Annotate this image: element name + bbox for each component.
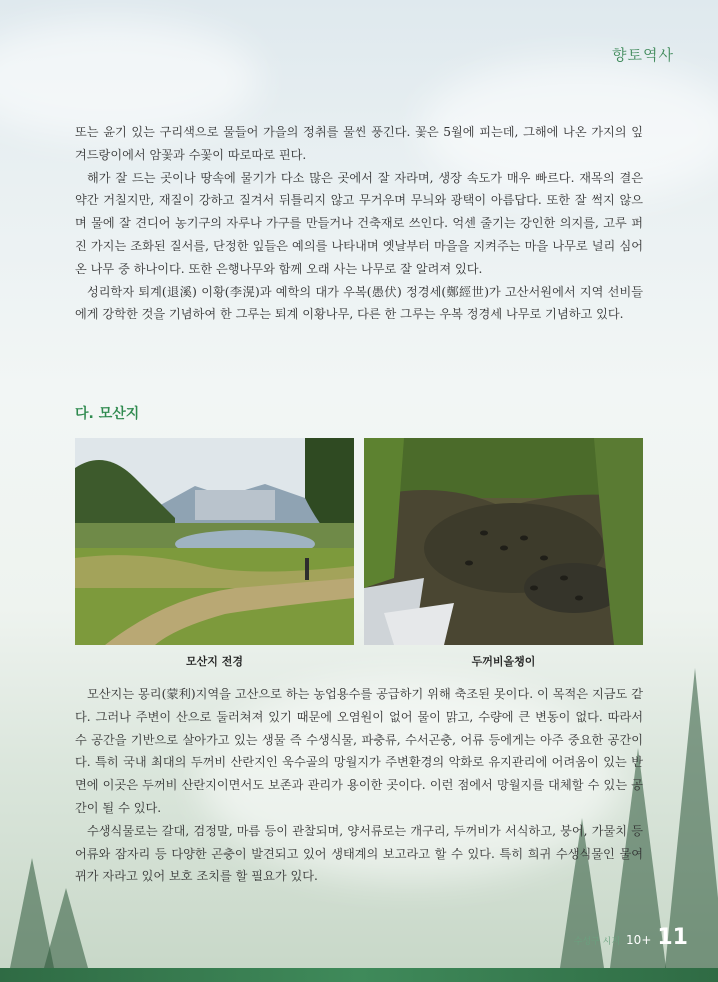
footer-sub: 10+ bbox=[626, 933, 652, 947]
photo-caption: 두꺼비올챙이 bbox=[471, 655, 536, 668]
paragraph: 수생식물로는 갈대, 검정말, 마름 등이 관찰되며, 양서류로는 개구리, 두꺼비가 서식하고, 붕어, 가물치 등 어류와 잠자리 등 다양한 곤충이 발견되고 있어 생태계의 보고라고 할 수 있다. 특히 희귀 수생식물인 물여뀌가 자라고 있어 보호 조치를 할 필요가 있다. bbox=[75, 823, 643, 884]
tree-silhouette bbox=[44, 888, 88, 968]
pond-landscape-photo bbox=[75, 438, 354, 645]
paragraph: 해가 잘 드는 곳이나 땅속에 물기가 다소 많은 곳에서 잘 자라며, 생장 속도가 매우 빠르다. 재목의 결은 약간 거칠지만, 재질이 강하고 질겨서 뒤틀리지 않고 무거우며 무늬와 광택이 아름답다. 또한 잘 썩지 않으며 물에 잘 견디어 농기구의 자루나 가구를 만들거나 건축재로 쓰인다. 억센 줄기는 강인한 의지를, 고루 퍼진 가지는 조화된 질서를, 단정한 잎들은 예의를 나타내며 옛날부터 마을을 지켜주는 마을 나무로 널리 심어온 나무 중 하나이다. 또한 은행나무와 함께 오래 사는 나무로 잘 알려져 있다. bbox=[75, 170, 643, 276]
page-marker bbox=[574, 925, 688, 950]
footer-band bbox=[0, 968, 718, 982]
section-tag: 향토역사 bbox=[612, 46, 674, 64]
paragraph: 성리학자 퇴계(退溪) 이황(李滉)과 예학의 대가 우복(愚伏) 정경세(鄭經世)가 고산서원에서 지역 선비들에게 강학한 것을 기념하여 한 그루는 퇴계 이황나무, 다른 한 그루는 우복 정경세 나무로 기념하고 있다. bbox=[75, 284, 643, 322]
photo-caption: 모산지 전경 bbox=[186, 655, 243, 668]
body-text-top bbox=[75, 121, 643, 326]
page-number: 11 bbox=[657, 925, 688, 950]
paragraph: 또는 윤기 있는 구리색으로 물들어 가을의 정취를 물씬 풍긴다. 꽃은 5월에 피는데, 그해에 나온 가지의 잎겨드랑이에서 암꽃과 수꽃이 따로따로 핀다. bbox=[75, 125, 643, 162]
section-heading: 다. 모산지 bbox=[75, 406, 140, 422]
body-text-bottom bbox=[75, 683, 643, 888]
tadpoles-photo bbox=[364, 438, 643, 645]
paragraph: 모산지는 몽리(蒙利)지역을 고산으로 하는 농업용수를 공급하기 위해 축조된 못이다. 이 목적은 지금도 같다. 그러나 주변이 산으로 둘러쳐져 있기 때문에 오염원이 없어 물이 맑고, 수량에 큰 변동이 없다. 따라서 수 공간을 기반으로 살아가고 있는 생물 즉 수생식물, 파충류, 수서곤충, 어류 등에게는 아주 중요한 공간이다. 특히 국내 최대의 두꺼비 산란지인 욱수골의 망월지가 주변환경의 악화로 유지관리에 어려움이 있는 반면에 이곳은 두꺼비 산란지이면서도 보존과 관리가 용이한 곳이다. 이런 점에서 망월지를 대체할 수 있는 공간이 될 수 있다. bbox=[75, 687, 643, 815]
tree-silhouette bbox=[665, 668, 718, 968]
footer-label: 수성구 시지 bbox=[573, 937, 621, 947]
